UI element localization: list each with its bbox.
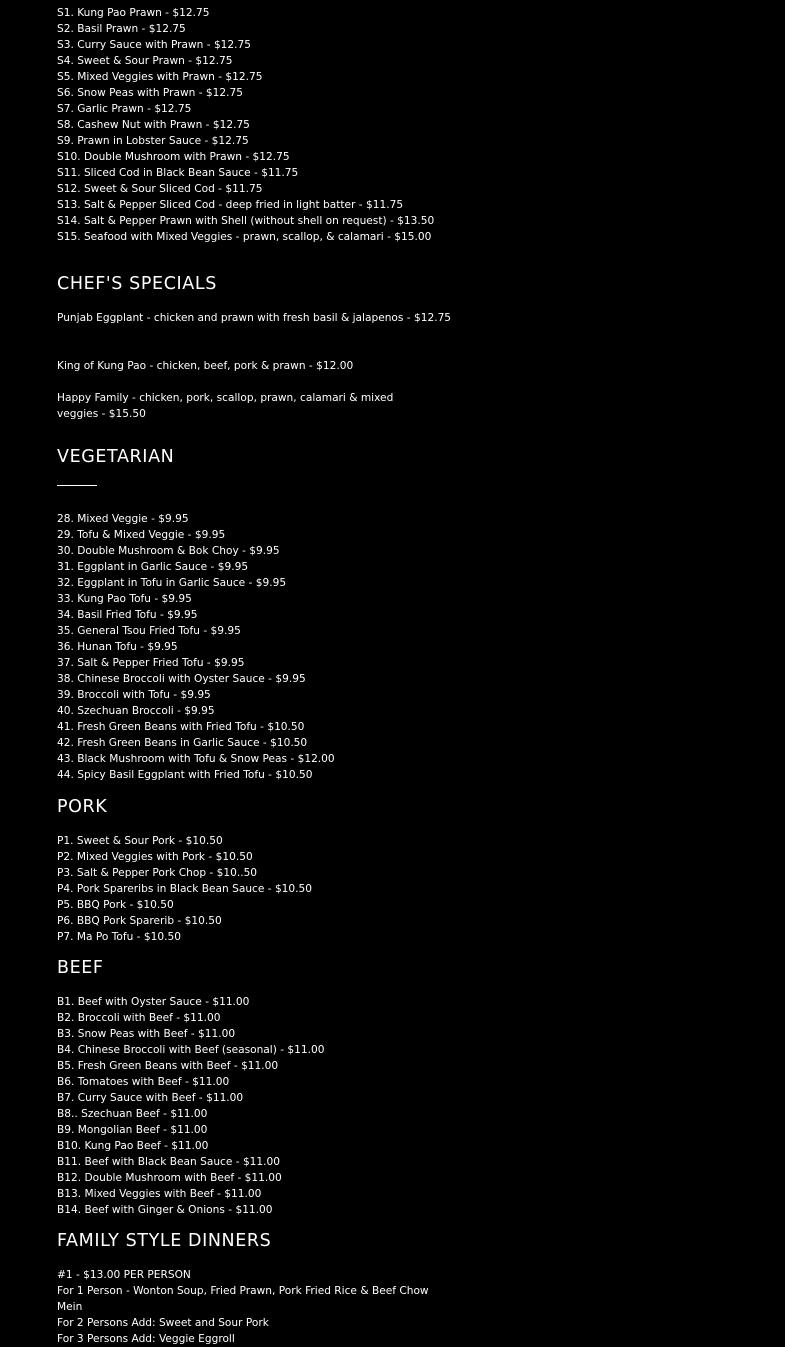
list-item: S12. Sweet & Sour Sliced Cod - $11.75 xyxy=(57,183,263,195)
list-item: #1 - $13.00 PER PERSON xyxy=(57,1269,191,1281)
list-item: S2. Basil Prawn - $12.75 xyxy=(57,23,186,35)
list-item: B13. Mixed Veggies with Beef - $11.00 xyxy=(57,1188,262,1200)
section-divider xyxy=(57,485,97,486)
list-item: B6. Tomatoes with Beef - $11.00 xyxy=(57,1076,230,1088)
list-item: B10. Kung Pao Beef - $11.00 xyxy=(57,1140,209,1152)
list-item: 33. Kung Pao Tofu - $9.95 xyxy=(57,593,192,605)
family-dinners-list xyxy=(57,1267,437,1347)
list-item: 40. Szechuan Broccoli - $9.95 xyxy=(57,705,215,717)
list-item: B14. Beef with Ginger & Onions - $11.00 xyxy=(57,1204,273,1216)
list-item: 34. Basil Fried Tofu - $9.95 xyxy=(57,609,198,621)
list-item: S4. Sweet & Sour Prawn - $12.75 xyxy=(57,55,233,67)
list-item: For 2 Persons Add: Sweet and Sour Pork xyxy=(57,1317,269,1329)
list-item: 43. Black Mushroom with Tofu & Snow Peas - $12.00 xyxy=(57,753,335,765)
list-item: B12. Double Mushroom with Beef - $11.00 xyxy=(57,1172,282,1184)
list-item: B2. Broccoli with Beef - $11.00 xyxy=(57,1012,221,1024)
list-item: S8. Cashew Nut with Prawn - $12.75 xyxy=(57,119,250,131)
list-item: King of Kung Pao - chicken, beef, pork & prawn - $12.00 xyxy=(57,360,354,372)
family-dinners-heading: FAMILY STYLE DINNERS xyxy=(57,1231,272,1251)
list-item: Happy Family - chicken, pork, scallop, prawn, calamari & mixed veggies - $15.50 xyxy=(57,392,394,420)
list-item: S6. Snow Peas with Prawn - $12.75 xyxy=(57,87,243,99)
list-item: 39. Broccoli with Tofu - $9.95 xyxy=(57,689,211,701)
seafood-list xyxy=(57,5,434,245)
list-item: B8.. Szechuan Beef - $11.00 xyxy=(57,1108,208,1120)
list-item: P2. Mixed Veggies with Pork - $10.50 xyxy=(57,851,253,863)
list-item: P4. Pork Spareribs in Black Bean Sauce - $10.50 xyxy=(57,883,313,895)
list-item: B4. Chinese Broccoli with Beef (seasonal) - $11.00 xyxy=(57,1044,325,1056)
list-item: 29. Tofu & Mixed Veggie - $9.95 xyxy=(57,529,226,541)
list-item: S15. Seafood with Mixed Veggies - prawn, scallop, & calamari - $15.00 xyxy=(57,231,432,243)
list-item: For 3 Persons Add: Veggie Eggroll xyxy=(57,1333,235,1345)
list-item: P5. BBQ Pork - $10.50 xyxy=(57,899,174,911)
list-item: B9. Mongolian Beef - $11.00 xyxy=(57,1124,208,1136)
list-item: 35. General Tsou Fried Tofu - $9.95 xyxy=(57,625,241,637)
list-item: P1. Sweet & Sour Pork - $10.50 xyxy=(57,835,223,847)
list-item: 44. Spicy Basil Eggplant with Fried Tofu - $10.50 xyxy=(57,769,313,781)
list-item: S7. Garlic Prawn - $12.75 xyxy=(57,103,192,115)
list-item: S11. Sliced Cod in Black Bean Sauce - $11.75 xyxy=(57,167,299,179)
list-item: 37. Salt & Pepper Fried Tofu - $9.95 xyxy=(57,657,245,669)
list-item: B1. Beef with Oyster Sauce - $11.00 xyxy=(57,996,250,1008)
list-item: 38. Chinese Broccoli with Oyster Sauce - $9.95 xyxy=(57,673,306,685)
list-item: S13. Salt & Pepper Sliced Cod - deep fried in light batter - $11.75 xyxy=(57,199,404,211)
list-item: 42. Fresh Green Beans in Garlic Sauce - $10.50 xyxy=(57,737,308,749)
pork-list xyxy=(57,833,312,945)
list-item: For 1 Person - Wonton Soup, Fried Prawn, Pork Fried Rice & Beef Chow Mein xyxy=(57,1285,429,1313)
beef-heading: BEEF xyxy=(57,958,104,978)
list-item: S10. Double Mushroom with Prawn - $12.75 xyxy=(57,151,290,163)
list-item: S9. Prawn in Lobster Sauce - $12.75 xyxy=(57,135,249,147)
list-item: B3. Snow Peas with Beef - $11.00 xyxy=(57,1028,236,1040)
list-item: B5. Fresh Green Beans with Beef - $11.00 xyxy=(57,1060,279,1072)
list-item: 31. Eggplant in Garlic Sauce - $9.95 xyxy=(57,561,249,573)
list-item: Punjab Eggplant - chicken and prawn with fresh basil & jalapenos - $12.75 xyxy=(57,312,452,324)
list-item: 41. Fresh Green Beans with Fried Tofu - $10.50 xyxy=(57,721,305,733)
vegetarian-list xyxy=(57,511,335,783)
list-item: B7. Curry Sauce with Beef - $11.00 xyxy=(57,1092,244,1104)
list-item: 32. Eggplant in Tofu in Garlic Sauce - $9.95 xyxy=(57,577,287,589)
beef-list xyxy=(57,994,325,1218)
list-item: S1. Kung Pao Prawn - $12.75 xyxy=(57,7,210,19)
list-item: P6. BBQ Pork Sparerib - $10.50 xyxy=(57,915,222,927)
list-item: P3. Salt & Pepper Pork Chop - $10..50 xyxy=(57,867,258,879)
list-item: 28. Mixed Veggie - $9.95 xyxy=(57,513,189,525)
pork-heading: PORK xyxy=(57,797,108,817)
list-item: P7. Ma Po Tofu - $10.50 xyxy=(57,931,181,943)
list-item: S3. Curry Sauce with Prawn - $12.75 xyxy=(57,39,252,51)
list-item: S14. Salt & Pepper Prawn with Shell (without shell on request) - $13.50 xyxy=(57,215,435,227)
list-item: B11. Beef with Black Bean Sauce - $11.00 xyxy=(57,1156,281,1168)
vegetarian-heading: VEGETARIAN xyxy=(57,447,175,467)
list-item: 36. Hunan Tofu - $9.95 xyxy=(57,641,178,653)
list-item: S5. Mixed Veggies with Prawn - $12.75 xyxy=(57,71,263,83)
chefs-specials-heading: CHEF'S SPECIALS xyxy=(57,274,217,294)
list-item: 30. Double Mushroom & Bok Choy - $9.95 xyxy=(57,545,280,557)
